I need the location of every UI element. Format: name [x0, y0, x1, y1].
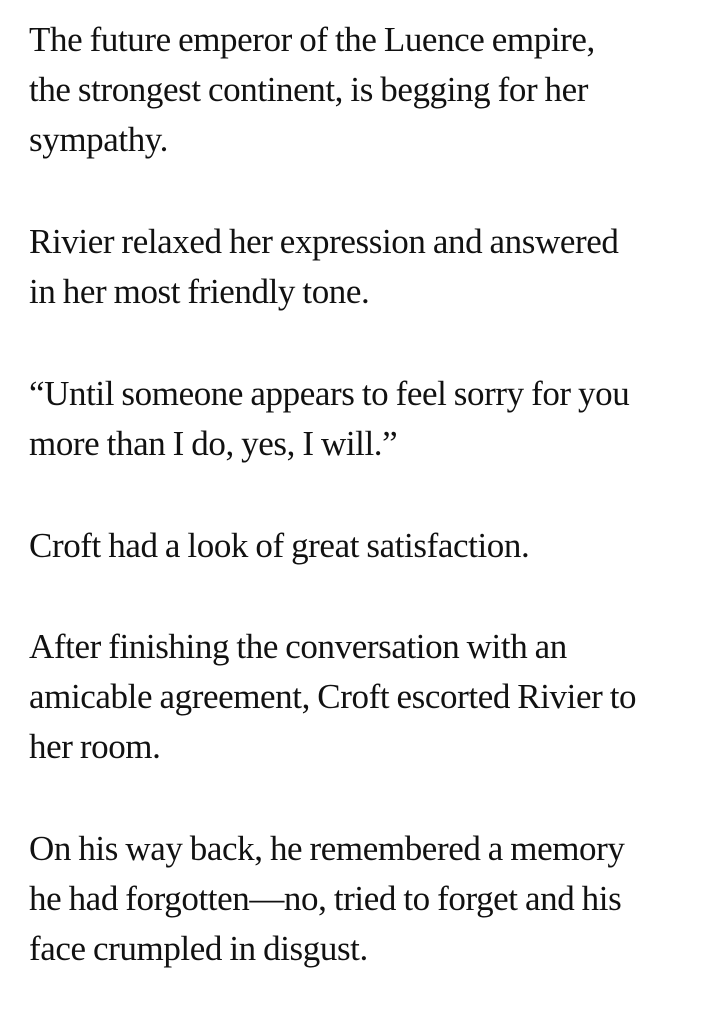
- paragraph-4-line-1: Croft had a look of great satisfaction.: [29, 526, 530, 565]
- paragraph-5: [29, 622, 709, 772]
- paragraph-5-line-1: After finishing the conversation with an: [29, 627, 567, 666]
- paragraph-4: [29, 521, 709, 571]
- paragraph-1: [29, 15, 709, 165]
- paragraph-1-line-2: the strongest continent, is begging for her: [29, 70, 589, 109]
- paragraph-5-line-2: amicable agreement, Croft escorted Rivier to: [29, 677, 637, 716]
- paragraph-2-line-2: in her most friendly tone.: [29, 272, 370, 311]
- paragraph-6-line-1: On his way back, he remembered a memory: [29, 829, 625, 868]
- paragraph-5-line-3: her room.: [29, 727, 161, 766]
- paragraph-1-line-1: The future emperor of the Luence empire,: [29, 20, 595, 59]
- paragraph-1-line-3: sympathy.: [29, 120, 168, 159]
- paragraph-2-line-1: Rivier relaxed her expression and answered: [29, 222, 619, 261]
- paragraph-6-line-3: face crumpled in disgust.: [29, 929, 368, 968]
- paragraph-6-line-2: he had forgotten—no, tried to forget and his: [29, 879, 622, 918]
- paragraph-3: [29, 369, 709, 469]
- paragraph-3-line-2: more than I do, yes, I will.”: [29, 424, 398, 463]
- paragraph-2: [29, 217, 709, 317]
- paragraph-6: [29, 824, 709, 974]
- paragraph-3-line-1: “Until someone appears to feel sorry for you: [29, 374, 630, 413]
